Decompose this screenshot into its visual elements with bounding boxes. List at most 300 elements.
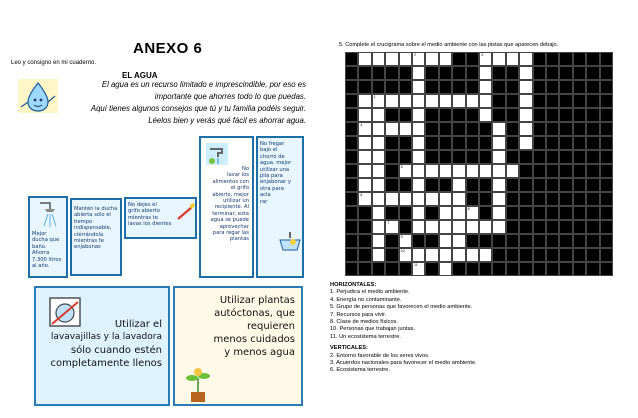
crossword-cell[interactable] <box>412 122 425 136</box>
crossword-cell <box>345 192 358 206</box>
crossword-cell <box>600 150 613 164</box>
crossword-cell[interactable] <box>492 150 505 164</box>
crossword-cell[interactable] <box>439 206 452 220</box>
crossword-cell <box>466 52 479 66</box>
poster-plants <box>173 286 303 406</box>
poster-line: lavas los dientes <box>128 221 172 228</box>
crossword-cell <box>345 248 358 262</box>
crossword-cell <box>492 234 505 248</box>
crossword-cell <box>358 220 371 234</box>
crossword-cell <box>600 94 613 108</box>
crossword-cell <box>573 164 586 178</box>
crossword-cell[interactable] <box>466 248 479 262</box>
crossword-cell[interactable] <box>479 164 492 178</box>
crossword-cell <box>506 136 519 150</box>
crossword-cell <box>439 136 452 150</box>
anexo-title: ANEXO 6 <box>133 40 203 57</box>
poster-line: rar <box>260 198 268 205</box>
plant-icon <box>181 364 215 404</box>
crossword-cell[interactable] <box>358 52 371 66</box>
crossword-cell <box>425 150 438 164</box>
crossword-cell[interactable] <box>492 178 505 192</box>
poster-shower-time <box>70 198 122 276</box>
crossword-cell <box>385 234 398 248</box>
crossword-cell[interactable] <box>452 94 465 108</box>
crossword-cell[interactable] <box>519 66 532 80</box>
crossword-cell <box>479 192 492 206</box>
crossword-cell <box>425 234 438 248</box>
crossword-cell[interactable] <box>372 206 385 220</box>
vertical-heading: VERTICALES: <box>330 345 368 352</box>
poster-line: Utilizar el <box>114 319 162 330</box>
crossword-cell[interactable] <box>412 164 425 178</box>
crossword-cell[interactable] <box>439 192 452 206</box>
crossword-cell <box>425 108 438 122</box>
crossword-cell <box>466 206 479 220</box>
crossword-cell <box>425 178 438 192</box>
crossword-cell[interactable] <box>506 52 519 66</box>
crossword-cell <box>479 206 492 220</box>
crossword-cell[interactable] <box>372 220 385 234</box>
crossword-cell[interactable] <box>439 220 452 234</box>
crossword-grid <box>345 52 613 276</box>
crossword-cell <box>399 108 412 122</box>
water-drop-icon <box>18 79 58 113</box>
crossword-cell <box>345 164 358 178</box>
clue-vertical: 6. Ecosistema terrestre. <box>330 367 391 374</box>
crossword-cell[interactable] <box>412 66 425 80</box>
crossword-cell[interactable] <box>372 178 385 192</box>
crossword-cell <box>573 192 586 206</box>
crossword-cell[interactable] <box>412 150 425 164</box>
crossword-cell <box>439 66 452 80</box>
crossword-cell[interactable] <box>358 94 371 108</box>
crossword-cell[interactable] <box>492 192 505 206</box>
crossword-cell <box>546 164 559 178</box>
poster-line: agua, mejor <box>260 160 292 167</box>
crossword-cell <box>559 248 572 262</box>
crossword-cell <box>439 178 452 192</box>
crossword-cell <box>506 178 519 192</box>
poster-line: enjabonar y <box>260 179 291 186</box>
poster-line: bajo el <box>260 147 278 154</box>
crossword-cell <box>586 66 599 80</box>
intro-paragraph <box>60 79 306 127</box>
crossword-cell[interactable] <box>412 248 425 262</box>
crossword-cell[interactable] <box>452 234 465 248</box>
crossword-cell <box>466 178 479 192</box>
poster-line: autóctonas, que <box>214 308 295 319</box>
clue-horizontal: 10. Personas que trabajan juntas. <box>330 326 416 333</box>
crossword-cell <box>412 234 425 248</box>
crossword-cell <box>452 80 465 94</box>
crossword-cell[interactable] <box>439 164 452 178</box>
clue-number: 4 <box>360 123 363 127</box>
crossword-cell[interactable] <box>372 150 385 164</box>
crossword-cell[interactable] <box>372 52 385 66</box>
crossword-cell <box>466 66 479 80</box>
crossword-cell <box>559 234 572 248</box>
crossword-cell <box>546 234 559 248</box>
poster-line: No dejes el <box>128 202 157 208</box>
crossword-cell <box>466 136 479 150</box>
crossword-cell <box>586 164 599 178</box>
crossword-cell[interactable] <box>412 136 425 150</box>
intro-text: Leo y consigno en mi cuaderno. <box>11 60 97 66</box>
crossword-cell <box>492 108 505 122</box>
crossword-cell[interactable] <box>412 192 425 206</box>
poster-line: Utilizar plantas <box>219 295 295 306</box>
crossword-cell <box>519 192 532 206</box>
crossword-cell <box>412 262 425 276</box>
crossword-cell <box>385 108 398 122</box>
crossword-cell <box>546 178 559 192</box>
crossword-cell[interactable] <box>372 94 385 108</box>
crossword-cell[interactable] <box>425 220 438 234</box>
clue-number: 8 <box>467 207 470 211</box>
crossword-cell[interactable] <box>519 136 532 150</box>
crossword-cell <box>586 80 599 94</box>
horizontal-heading: HORIZONTALES: <box>330 282 377 288</box>
crossword-cell <box>385 80 398 94</box>
sink-icon <box>278 230 302 252</box>
crossword-cell <box>586 52 599 66</box>
poster-line: lavavajillas y la lavadora <box>50 332 162 342</box>
crossword-cell[interactable] <box>519 52 532 66</box>
clue-horizontal: 5. Grupo de personas que favorecen el medio ambiente. <box>330 304 473 311</box>
crossword-cell <box>466 122 479 136</box>
crossword-cell <box>573 178 586 192</box>
crossword-cell[interactable] <box>452 178 465 192</box>
crossword-cell[interactable] <box>452 220 465 234</box>
crossword-cell <box>479 262 492 276</box>
crossword-cell <box>519 164 532 178</box>
crossword-cell[interactable] <box>479 52 492 66</box>
poster-line: 7.300 litros <box>32 256 62 263</box>
crossword-cell[interactable] <box>372 108 385 122</box>
crossword-cell <box>452 66 465 80</box>
clue-number: 3 <box>480 53 483 57</box>
clue-horizontal: 7. Recursos para vivir. <box>330 311 387 318</box>
crossword-cell <box>533 122 546 136</box>
crossword-cell[interactable] <box>399 248 412 262</box>
crossword-cell[interactable] <box>358 164 371 178</box>
crossword-cell[interactable] <box>519 94 532 108</box>
clue-number: 9 <box>400 235 403 239</box>
crossword-cell <box>425 66 438 80</box>
crossword-cell[interactable] <box>385 52 398 66</box>
crossword-cell <box>573 136 586 150</box>
crossword-cell <box>533 108 546 122</box>
crossword-cell <box>546 150 559 164</box>
crossword-cell <box>506 262 519 276</box>
poster-line: utilizar una <box>260 166 290 173</box>
crossword-cell <box>546 262 559 276</box>
crossword-cell <box>425 122 438 136</box>
crossword-cell[interactable] <box>479 220 492 234</box>
paragraph-line: Aquí tienes algunos consejos que tú y tu familia podéis seguir. <box>90 104 306 113</box>
crossword-cell <box>533 52 546 66</box>
crossword-cell <box>506 150 519 164</box>
crossword-cell <box>399 206 412 220</box>
clue-number: 2 <box>413 53 416 57</box>
crossword-cell[interactable] <box>519 80 532 94</box>
paragraph-line: Léelos bien y verás qué fácil es ahorrar agua. <box>148 116 306 125</box>
crossword-cell <box>345 206 358 220</box>
crossword-cell <box>492 66 505 80</box>
crossword-cell[interactable] <box>372 136 385 150</box>
crossword-cell <box>533 206 546 220</box>
poster-line: otra para <box>260 185 284 192</box>
crossword-cell <box>345 178 358 192</box>
crossword-cell[interactable] <box>385 122 398 136</box>
crossword-cell <box>345 52 358 66</box>
crossword-cell <box>546 206 559 220</box>
crossword-cell <box>372 80 385 94</box>
crossword-cell[interactable] <box>372 248 385 262</box>
crossword-cell <box>573 150 586 164</box>
crossword-cell[interactable] <box>358 108 371 122</box>
crossword-cell[interactable] <box>358 192 371 206</box>
crossword-cell <box>546 248 559 262</box>
crossword-cell[interactable] <box>439 248 452 262</box>
crossword-cell[interactable] <box>439 52 452 66</box>
crossword-cell <box>399 80 412 94</box>
poster-line: plantas <box>229 236 249 243</box>
crossword-cell <box>358 80 371 94</box>
crossword-cell[interactable] <box>399 94 412 108</box>
crossword-cell <box>559 108 572 122</box>
poster-line: mientras te <box>74 238 104 245</box>
crossword-cell[interactable] <box>492 206 505 220</box>
crossword-cell[interactable] <box>452 248 465 262</box>
crossword-cell <box>372 66 385 80</box>
poster-shower <box>28 196 68 278</box>
crossword-cell[interactable] <box>399 52 412 66</box>
crossword-cell <box>358 262 371 276</box>
crossword-cell <box>399 262 412 276</box>
poster-line: aprovechar <box>219 223 249 230</box>
crossword-cell <box>479 122 492 136</box>
crossword-cell <box>372 262 385 276</box>
crossword-clues <box>330 282 477 375</box>
crossword-cell <box>546 122 559 136</box>
crossword-cell[interactable] <box>425 164 438 178</box>
crossword-cell[interactable] <box>412 178 425 192</box>
crossword-cell <box>385 248 398 262</box>
crossword-cell <box>519 150 532 164</box>
crossword-cell <box>452 136 465 150</box>
crossword-cell <box>533 248 546 262</box>
crossword-cell <box>399 164 412 178</box>
crossword-cell[interactable] <box>425 248 438 262</box>
crossword-cell <box>546 94 559 108</box>
crossword-cell[interactable] <box>506 164 519 178</box>
clue-horizontal: 8. Clase de medios físicos. <box>330 319 398 326</box>
poster-tap <box>124 197 197 239</box>
crossword-cell[interactable] <box>492 136 505 150</box>
crossword-cell <box>533 94 546 108</box>
crossword-cell <box>506 66 519 80</box>
crossword-cell <box>600 234 613 248</box>
crossword-cell <box>506 206 519 220</box>
crossword-cell <box>452 52 465 66</box>
clue-number: 1 <box>373 95 376 99</box>
crossword-cell <box>586 234 599 248</box>
crossword-cell <box>452 122 465 136</box>
crossword-cell[interactable] <box>492 164 505 178</box>
crossword-cell[interactable] <box>425 94 438 108</box>
crossword-cell <box>559 122 572 136</box>
crossword-cell <box>345 122 358 136</box>
crossword-cell[interactable] <box>439 234 452 248</box>
crossword-cell <box>385 262 398 276</box>
crossword-cell <box>573 206 586 220</box>
crossword-cell[interactable] <box>452 206 465 220</box>
crossword-cell[interactable] <box>372 164 385 178</box>
crossword-cell[interactable] <box>372 234 385 248</box>
crossword-cell <box>345 108 358 122</box>
crossword-cell <box>439 108 452 122</box>
crossword-cell[interactable] <box>412 220 425 234</box>
crossword-cell[interactable] <box>358 178 371 192</box>
crossword-cell[interactable] <box>425 52 438 66</box>
crossword-cell[interactable] <box>466 94 479 108</box>
crossword-cell <box>399 150 412 164</box>
crossword-cell[interactable] <box>492 220 505 234</box>
crossword-cell <box>519 178 532 192</box>
clue-horizontal: 11. Un ecosistema terrestre. <box>330 333 402 340</box>
crossword-cell <box>600 178 613 192</box>
crossword-cell[interactable] <box>479 80 492 94</box>
crossword-cell <box>533 178 546 192</box>
crossword-cell <box>506 220 519 234</box>
crossword-cell[interactable] <box>492 52 505 66</box>
crossword-cell[interactable] <box>399 192 412 206</box>
poster-food <box>199 136 254 278</box>
crossword-cell[interactable] <box>358 136 371 150</box>
crossword-cell[interactable] <box>412 80 425 94</box>
crossword-cell[interactable] <box>439 94 452 108</box>
crossword-cell <box>573 66 586 80</box>
crossword-cell <box>559 94 572 108</box>
crossword-cell <box>506 94 519 108</box>
crossword-cell <box>399 220 412 234</box>
crossword-cell[interactable] <box>399 122 412 136</box>
crossword-cell <box>519 220 532 234</box>
clue-vertical: 2. Entorno favorable de los seres vivos. <box>330 352 430 359</box>
crossword-cell <box>559 262 572 276</box>
crossword-cell <box>492 262 505 276</box>
crossword-cell <box>466 192 479 206</box>
crossword-cell <box>533 136 546 150</box>
toothbrush-icon <box>176 203 196 221</box>
clue-number: 6 <box>360 193 363 197</box>
crossword-cell <box>586 150 599 164</box>
crossword-cell[interactable] <box>385 94 398 108</box>
crossword-cell[interactable] <box>519 108 532 122</box>
poster-line: mientras te <box>128 214 158 221</box>
crossword-cell <box>533 80 546 94</box>
crossword-cell <box>519 234 532 248</box>
crossword-cell <box>479 178 492 192</box>
poster-line: pila para <box>260 173 283 180</box>
crossword-cell <box>345 262 358 276</box>
crossword-cell <box>345 94 358 108</box>
crossword-cell[interactable] <box>358 150 371 164</box>
crossword-cell[interactable] <box>519 122 532 136</box>
poster-line: enjabonas <box>74 244 101 251</box>
crossword-cell <box>586 108 599 122</box>
crossword-cell[interactable] <box>466 220 479 234</box>
crossword-cell <box>439 122 452 136</box>
crossword-cell[interactable] <box>479 248 492 262</box>
crossword-cell[interactable] <box>466 164 479 178</box>
crossword-cell <box>358 248 371 262</box>
clue-number: 10 <box>400 249 405 253</box>
crossword-cell[interactable] <box>385 192 398 206</box>
crossword-cell <box>479 234 492 248</box>
crossword-cell[interactable] <box>479 66 492 80</box>
crossword-cell <box>358 206 371 220</box>
crossword-cell <box>546 52 559 66</box>
crossword-cell[interactable] <box>479 108 492 122</box>
paragraph-line: importante que ahorres todo lo que puedas. <box>154 92 306 101</box>
poster-line: tiempo <box>74 218 93 225</box>
crossword-cell <box>600 206 613 220</box>
crossword-cell <box>573 108 586 122</box>
crossword-cell <box>600 192 613 206</box>
crossword-cell <box>573 220 586 234</box>
crossword-cell <box>385 178 398 192</box>
poster-line: indispensable, <box>74 225 112 232</box>
crossword-cell <box>358 234 371 248</box>
crossword-cell[interactable] <box>412 52 425 66</box>
crossword-cell[interactable] <box>412 108 425 122</box>
crossword-cell[interactable] <box>358 122 371 136</box>
crossword-cell[interactable] <box>425 192 438 206</box>
clue-number: 7 <box>387 221 390 225</box>
poster-line: abierto, mejor <box>212 191 249 198</box>
crossword-cell[interactable] <box>372 122 385 136</box>
crossword-cell <box>573 94 586 108</box>
crossword-cell <box>479 150 492 164</box>
crossword-cell[interactable] <box>479 94 492 108</box>
poster-line: agua se puede <box>210 217 249 224</box>
crossword-cell[interactable] <box>439 262 452 276</box>
crossword-cell <box>385 136 398 150</box>
crossword-cell[interactable] <box>412 206 425 220</box>
crossword-cell <box>586 122 599 136</box>
crossword-cell <box>385 150 398 164</box>
crossword-cell <box>533 164 546 178</box>
crossword-cell[interactable] <box>412 94 425 108</box>
crossword-cell <box>345 234 358 248</box>
crossword-cell <box>546 136 559 150</box>
poster-line: acla <box>260 192 271 199</box>
poster-washing <box>34 286 170 406</box>
tap-icon <box>204 141 230 167</box>
poster-line: completamente llenos <box>50 358 162 369</box>
crossword-cell[interactable] <box>452 192 465 206</box>
crossword-cell[interactable] <box>372 192 385 206</box>
poster-line: alimentos con <box>212 178 249 185</box>
crossword-cell[interactable] <box>452 164 465 178</box>
crossword-cell <box>586 136 599 150</box>
crossword-cell[interactable] <box>492 122 505 136</box>
crossword-cell <box>345 136 358 150</box>
crossword-cell <box>492 80 505 94</box>
